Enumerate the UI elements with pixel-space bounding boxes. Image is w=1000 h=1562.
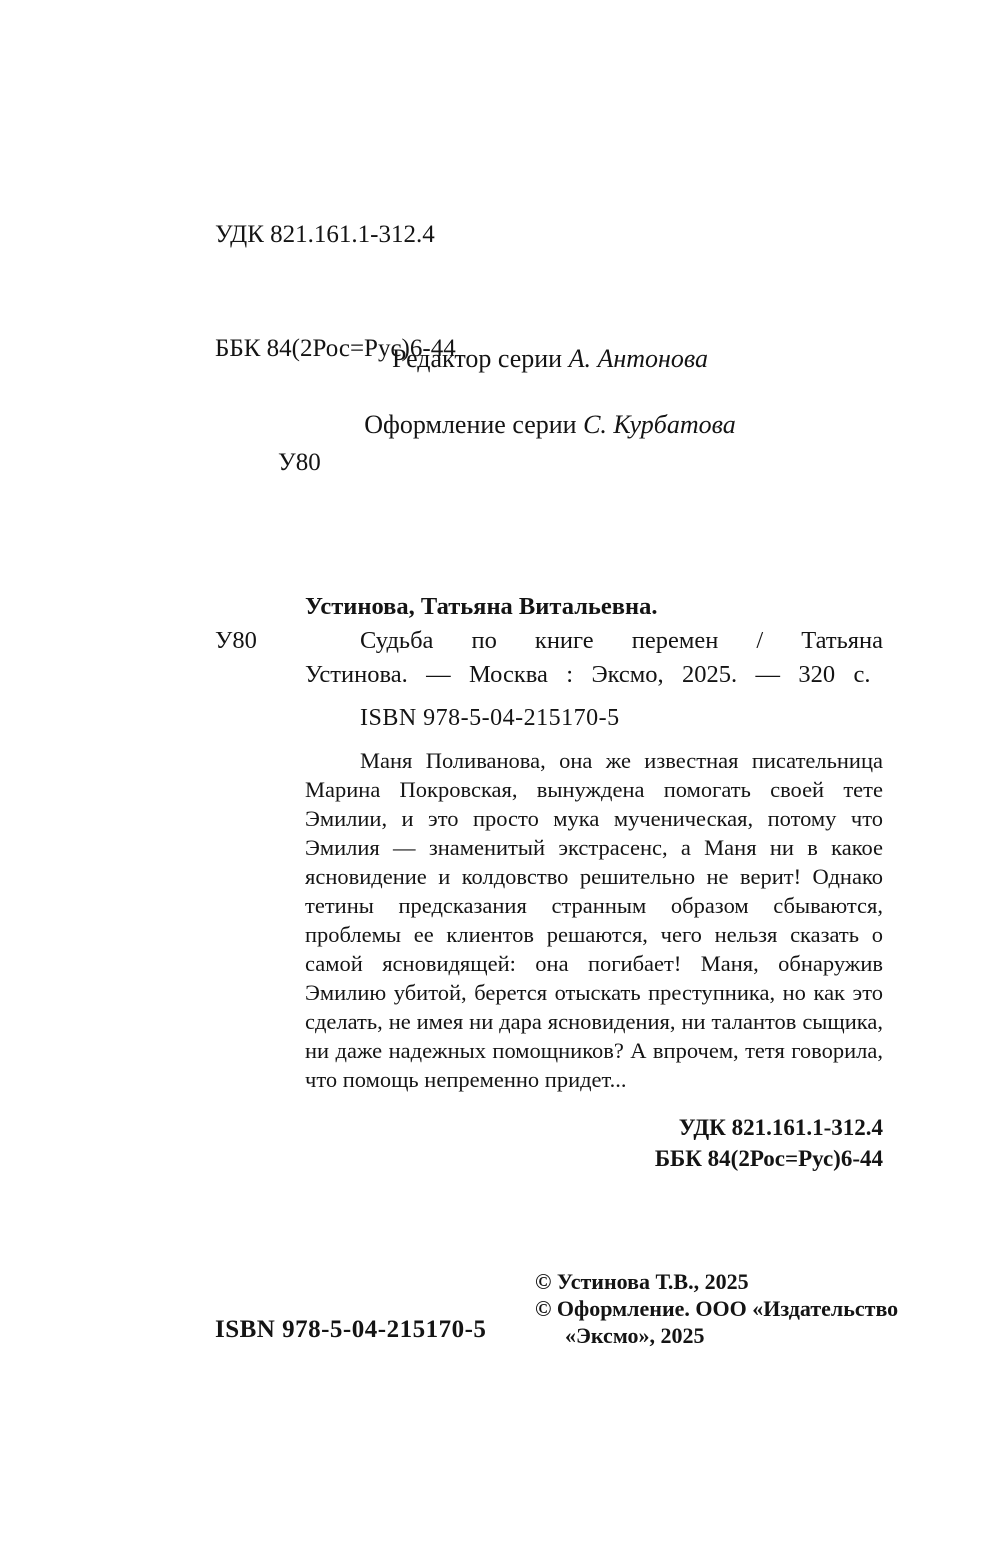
catalog-bib-description: Судьба по книге перемен / Татьяна Устинова. — Москва : Эксмо, 2025. — 320 с. <box>305 627 883 688</box>
udk-code-top: УДК 821.161.1-312.4 <box>215 221 435 248</box>
bbk-code-bottom: ББК 84(2Рос=Рус)6-44 <box>654 1146 883 1171</box>
catalog-annotation: Маня Поливанова, она же известная писательница Марина Покровская, вынуждена помогать своей тете Эмилии, и это просто мука мученическая, потому что Эмилия — знаменитый экстрасенс, а Маня ни в какое ясновидение и колдовство решительно не верит! Однако тетины предсказания странным образом сбываются, проблемы ее клиентов решаются, чего нельзя сказать о самой ясновидящей: она погибает! Маня, обнаружив Эмилию убитой, берется отыскать преступника, но как это сделать, не имея ни дара ясновидения, ни талантов сыщика, ни даже надежных помощников? А впрочем, тетя говорила, что помощь непременно придет... <box>305 748 883 1092</box>
bbk-code-top: ББК 84(2Рос=Рус)6-44 <box>215 335 456 362</box>
series-designer-name: С. Курбатова <box>583 410 736 439</box>
footer-isbn: ISBN 978-5-04-215170-5 <box>215 1316 487 1343</box>
copyright-design-line-1: © Оформление. ООО «Издательство <box>535 1296 899 1321</box>
series-editor-label: Редактор серии <box>391 344 569 373</box>
copyright-design-line-2: «Эксмо», 2025 <box>565 1323 705 1348</box>
series-designer-label: Оформление серии <box>364 410 584 439</box>
udk-code-bottom: УДК 821.161.1-312.4 <box>678 1115 883 1140</box>
series-designer-line <box>215 410 885 440</box>
catalog-author-heading: Устинова, Татьяна Витальевна. <box>305 593 658 620</box>
author-sign-top: У80 <box>278 449 321 476</box>
copyright-author-line: © Устинова Т.В., 2025 <box>535 1269 749 1294</box>
catalog-card <box>215 590 883 1174</box>
copyright-block <box>535 1268 898 1349</box>
series-editor-name: А. Антонова <box>568 344 709 373</box>
author-sign-margin: У80 <box>215 627 257 654</box>
classification-block-bottom <box>305 1112 883 1174</box>
catalog-isbn: ISBN 978-5-04-215170-5 <box>360 705 620 731</box>
series-editor-line <box>215 344 885 374</box>
series-credits <box>215 344 885 440</box>
classification-block <box>215 140 456 520</box>
